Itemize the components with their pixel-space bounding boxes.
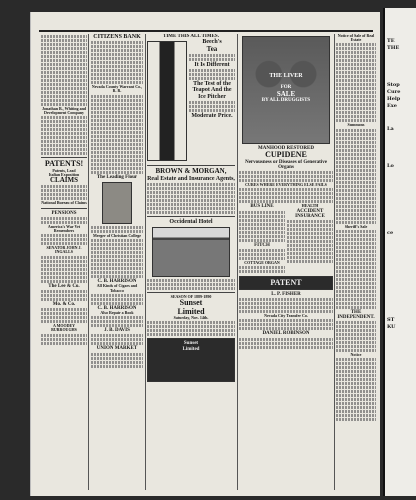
ad-text: Also Repair a Book [100,309,134,315]
ad-headline: FITCH [254,242,270,248]
page-fragment: Lo [387,163,394,169]
column-3 [147,34,235,490]
ad-headline: THE INDEPENDENT. [337,309,375,320]
season-heading: SEASON OF 1889-1890 [170,294,212,300]
page-fragment: Help [387,96,401,102]
ad-text: All Kinds of Cigars and Tobacco [96,283,138,293]
patent-ad [239,276,333,290]
limited-title: Limited [177,306,205,316]
flour-headline: The Leading Flour [96,174,138,180]
page-fragment: ce [387,230,394,236]
ad-text: Italian Exposition [48,171,80,177]
ad-headline: BUS LINE [250,204,274,210]
page-fragment: La [387,126,394,132]
ad-headline: Nevada County Warrant Co., R. R. [91,84,143,94]
tea-brand: Beech's [202,39,222,46]
ad-headline: Mo. & Co. [52,301,76,307]
newspaper-page [30,12,380,496]
ad-text: SENATOR JOHN J. INGALLS [46,245,82,255]
flour-bag-illustration [102,182,132,224]
ad-headline: Merger of Christian College [92,232,142,238]
hotel-illustration [152,227,230,277]
ad-headline: J. B. DAVIS [104,328,130,334]
ad-headline: MANHOOD RESTORED [258,146,314,151]
ad-headline: HEALTH [301,203,319,209]
ad-headline: UNION MARKET [96,346,138,352]
page-fragment: Stop [387,82,400,88]
ad-headline: Nervousness or Diseases of Generative Organs [245,159,327,170]
ad-headline: Moderate Price. [191,113,233,120]
hotel-headline: Occidental Hotel [169,218,213,225]
ad-headline: FOR [280,85,292,91]
claims-headline: CLAIMS [49,176,78,185]
ad-headline: Teapot And the [192,87,232,94]
ad-headline: Summons [347,122,365,128]
page-fragment: Exe [387,103,397,109]
column-divider [334,34,335,490]
ad-headline: BY ALL DRUGGISTS [261,97,311,103]
liver-ad-illustration [242,36,330,144]
page-fragment: ST [387,317,395,323]
column-divider [88,34,89,490]
column-2 [91,34,143,490]
ad-headline: Development Company [43,110,85,116]
ad-headline: SALE [276,89,296,98]
cupidene-headline: CUPIDENE [265,150,307,160]
ad-headline: COTTAGE ORGAN [244,259,280,265]
page-fragment: Cure [387,89,401,95]
page-fragment: KU [387,324,396,330]
railroad-ad [147,338,235,382]
column-divider [237,34,238,490]
ad-headline: L. P. FISHER [271,292,301,298]
ad-headline: THE LIVER [269,73,303,79]
page-fragment: TE [387,38,395,44]
column-4 [239,34,333,490]
ad-headline: The Test of the [193,81,231,88]
ad-text: National Bureau of Claims [41,200,87,206]
ad-headline: C. B. HARRISON [97,305,137,311]
brown-morgan-headline: BROWN & MORGAN, [155,167,227,176]
ad-headline: Notice [350,352,362,358]
page-fragment: THE [387,45,400,51]
ad-headline: C. B. HARRISON [97,279,137,285]
patents-headline: PATENTS! [44,159,84,169]
ad-text: Patents, Lead [52,167,76,173]
adjacent-page-edge [383,8,416,496]
tea-headline: Tea [206,44,218,53]
ad-text: Saturday, Nov. 14th. [173,315,209,321]
ad-headline: Limited [182,346,200,352]
ad-headline: Jonathan B., Whiting and [41,106,87,111]
ad-headline: ACCIDENT INSURANCE [295,208,325,219]
ad-headline: A MOODEY BURROUGHS [51,323,77,333]
ad-text: America's War Vet Remembers [47,223,81,234]
column-divider [145,34,146,490]
ad-text: CURES WHERE EVERYTHING ELSE FAILS [245,182,327,188]
ad-headline: Notice of Sale of Real Estate [337,34,375,43]
ad-headline: Sunset [183,341,199,347]
ad-headline: Nevada City Transfer Co. [264,313,308,319]
pensions-headline: PENSIONS [51,210,77,216]
top-rule [39,30,373,32]
ad-headline: Sheriff's Sale [344,223,368,229]
bank-headline: CITIZENS BANK [93,34,141,40]
ad-headline: TIME THIS ALL TIMES. [163,34,219,39]
ad-headline: DANIEL ROBINSON [262,331,310,337]
real-estate-headline: Real Estate and Insurance Agents, [147,175,235,182]
ad-headline: Ice Pitcher [198,93,226,100]
column-1 [41,34,87,490]
tea-man-illustration [147,41,187,161]
ad-headline: It Is Different [194,61,230,68]
sunset-title: Sunset [179,298,203,308]
patent-headline: PATENT [270,278,302,288]
column-5 [336,34,376,490]
ad-headline: The Lee & Co. [48,283,80,289]
